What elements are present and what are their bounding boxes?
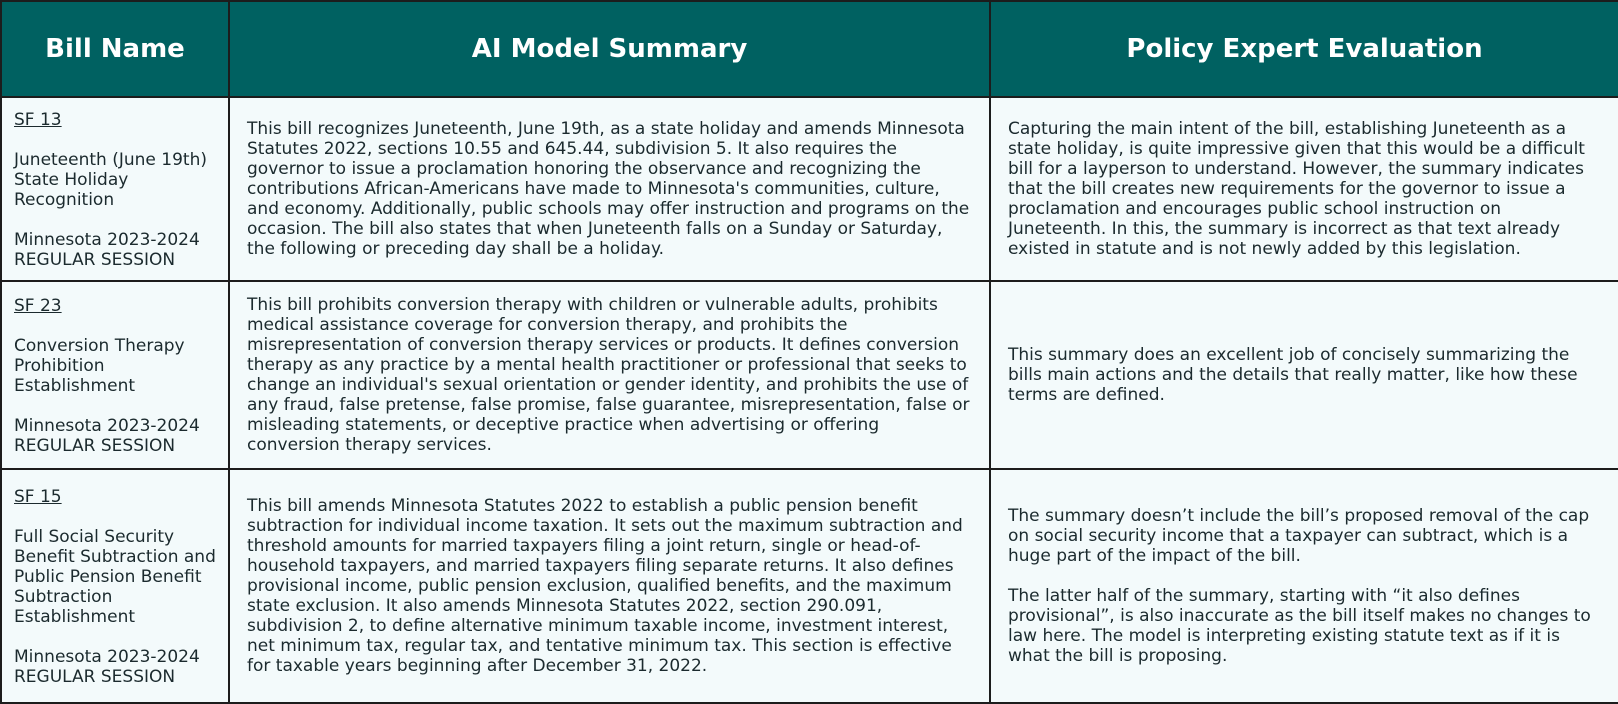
table-row (1, 281, 1618, 469)
bill-session: Minnesota 2023-2024 REGULAR SESSION (14, 230, 200, 270)
ai-summary-text: This bill amends Minnesota Statutes 2022 to establish a public pension benefit subtraction for individual income taxation. It sets out the maximum subtraction and threshold amounts for married taxpayers filing a joint return, single or head-of-household taxpayers, and married taxpayers filing separate returns. It also defines provisional income, public pension exclusion, qualified benefits, and the maximum state exclusion. It also amends Minnesota Statutes 2022, section 290.091, subdivision 2, to define alternative minimum taxable income, investment interest, net minimum tax, regular tax, and tentative minimum tax. This section is effective for taxable years beginning after December 31, 2022. (247, 496, 963, 676)
bill-session: Minnesota 2023-2024 REGULAR SESSION (14, 416, 200, 456)
expert-evaluation-text: Capturing the main intent of the bill, establishing Juneteenth as a state holiday, is quite impressive given that this would be a difficult bill for a layperson to understand. However, the summary indicates that the bill creates new requirements for the governor to issue a proclamation and encourages public school instruction on Juneteenth. In this, the summary is incorrect as that text already existed in statute and is not newly added by this legislation. (1008, 119, 1585, 259)
bill-id-link[interactable]: SF 13 (14, 110, 62, 130)
expert-evaluation-cell (990, 97, 1618, 281)
bill-session: Minnesota 2023-2024 REGULAR SESSION (14, 647, 200, 687)
bill-name-header: Bill Name (1, 1, 229, 97)
ai-summary-cell (229, 97, 990, 281)
bill-name-cell (1, 281, 229, 469)
bill-title: Full Social Security Benefit Subtraction and Public Pension Benefit Subtraction Establishment (14, 527, 216, 627)
ai-summary-text: This bill recognizes Juneteenth, June 19th, as a state holiday and amends Minnesota Statutes 2022, sections 10.55 and 645.44, subdivision 5. It also requires the governor to issue a proclamation honoring the observance and recognizing the contributions African-Americans have made to Minnesota's communities, culture, and economy. Additionally, public schools may offer instruction and programs on the occasion. The bill also states that when Juneteenth falls on a Sunday or Saturday, the following or preceding day shall be a holiday. (247, 119, 970, 259)
ai-summary-text: This bill prohibits conversion therapy with children or vulnerable adults, prohibits medical assistance coverage for conversion therapy, and prohibits the misrepresentation of conversion therapy services or products. It defines conversion therapy as any practice by a mental health practitioner or professional that seeks to change an individual's sexual orientation or gender identity, and prohibits the use of any fraud, false pretense, false promise, false guarantee, misrepresentation, false or misleading statements, or deceptive practice when advertising or offering conversion therapy services. (247, 295, 970, 455)
header-row (1, 1, 1618, 97)
expert-evaluation-cell (990, 281, 1618, 469)
expert-evaluation-header: Policy Expert Evaluation (990, 1, 1618, 97)
bill-id-link[interactable]: SF 23 (14, 296, 62, 316)
expert-evaluation-text: The latter half of the summary, starting with “it also defines provisional”, is also inaccurate as the bill itself makes no changes to law here. The model is interpreting existing statute text as if it is what the bill is proposing. (1008, 586, 1591, 666)
table-row (1, 97, 1618, 281)
bill-title: Conversion Therapy Prohibition Establishment (14, 336, 185, 396)
expert-evaluation-text: The summary doesn’t include the bill’s proposed removal of the cap on social security income that a taxpayer can subtract, which is a huge part of the impact of the bill. (1008, 506, 1590, 566)
ai-summary-cell (229, 281, 990, 469)
table-body (1, 97, 1618, 703)
table-header (1, 1, 1618, 97)
bill-id-link[interactable]: SF 15 (14, 487, 62, 507)
expert-evaluation-text: This summary does an excellent job of concisely summarizing the bills main actions and the details that really matter, like how these terms are defined. (1008, 345, 1578, 405)
ai-summary-cell (229, 469, 990, 703)
expert-evaluation-cell (990, 469, 1618, 703)
table-row (1, 469, 1618, 703)
bill-name-cell (1, 469, 229, 703)
ai-summary-header: AI Model Summary (229, 1, 990, 97)
bill-name-cell (1, 97, 229, 281)
bill-title: Juneteenth (June 19th) State Holiday Recognition (14, 150, 207, 210)
